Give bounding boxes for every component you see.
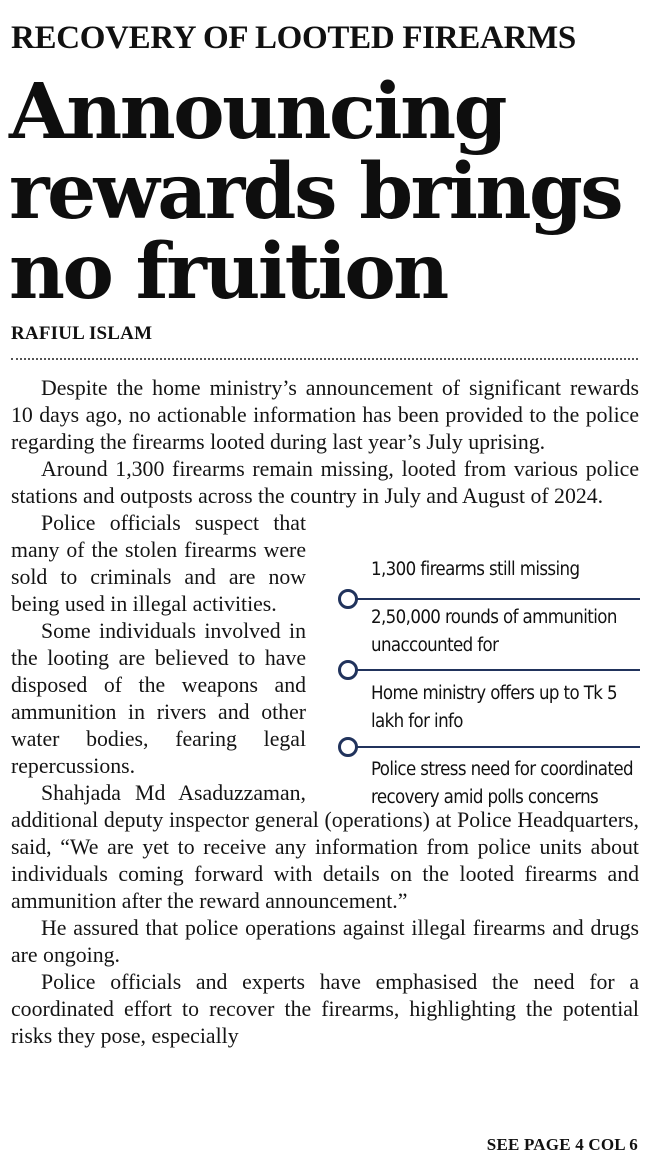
paragraph-2: Around 1,300 firearms remain missing, looted from various police stations and outposts across the country in July and August of 2024. [11,457,639,508]
timeline-dot-icon [338,660,358,680]
highlight-text-3: Home ministry offers up to Tk 5 lakh for info [371,683,618,732]
paragraph-6: He assured that police operations against illegal firearms and drugs are ongoing. [11,916,639,967]
headline [9,67,639,317]
kicker: RECOVERY OF LOOTED FIREARMS [11,20,576,56]
highlight-item-1 [338,556,640,584]
timeline-dot-icon [338,737,358,757]
timeline-rule [348,669,640,671]
continuation-note: SEE PAGE 4 COL 6 [486,1135,638,1154]
highlight-item-4 [338,756,640,812]
headline-line-1: Announcing [9,67,505,157]
paragraph-3: Police officials suspect that many of the stolen firearms were sold to criminals and are now being used in illegal activities. [11,511,306,616]
paragraph-7: Police officials and experts have emphasised the need for a coordinated effort to recover the firearms, highlighting the potential risks they pose, especially [11,970,639,1048]
dotted-divider [11,358,638,360]
byline: RAFIUL ISLAM [11,323,153,344]
highlight-text-1: 1,300 firearms still missing [371,559,580,580]
highlights-sidebar [338,556,640,816]
highlight-text-2: 2,50,000 rounds of ammunition unaccounted for [371,607,617,656]
timeline-rule [348,598,640,600]
highlight-item-2 [338,604,640,660]
paragraph-5: Shahjada Md Asaduzzaman, additional deputy inspector general (operations) at Police Headquarters, said, “We are yet to receive any information from police units about individuals coming forward with details on the looted firearms and ammunition after the reward announcement.” [11,781,639,913]
paragraph-4: Some individuals involved in the looting are believed to have disposed of the weapons and ammunition in rivers and other water bodies, fearing legal repercussions. [11,619,306,778]
paragraph-1: Despite the home ministry’s announcement of significant rewards 10 days ago, no actionable information has been provided to the police regarding the firearms looted during last year’s July uprising. [11,376,639,454]
headline-line-2: rewards brings [9,147,622,237]
timeline-rule [348,746,640,748]
highlight-item-3 [338,680,640,736]
headline-line-3: no fruition [9,227,447,317]
highlight-text-4: Police stress need for coordinated recovery amid polls concerns [371,759,633,808]
